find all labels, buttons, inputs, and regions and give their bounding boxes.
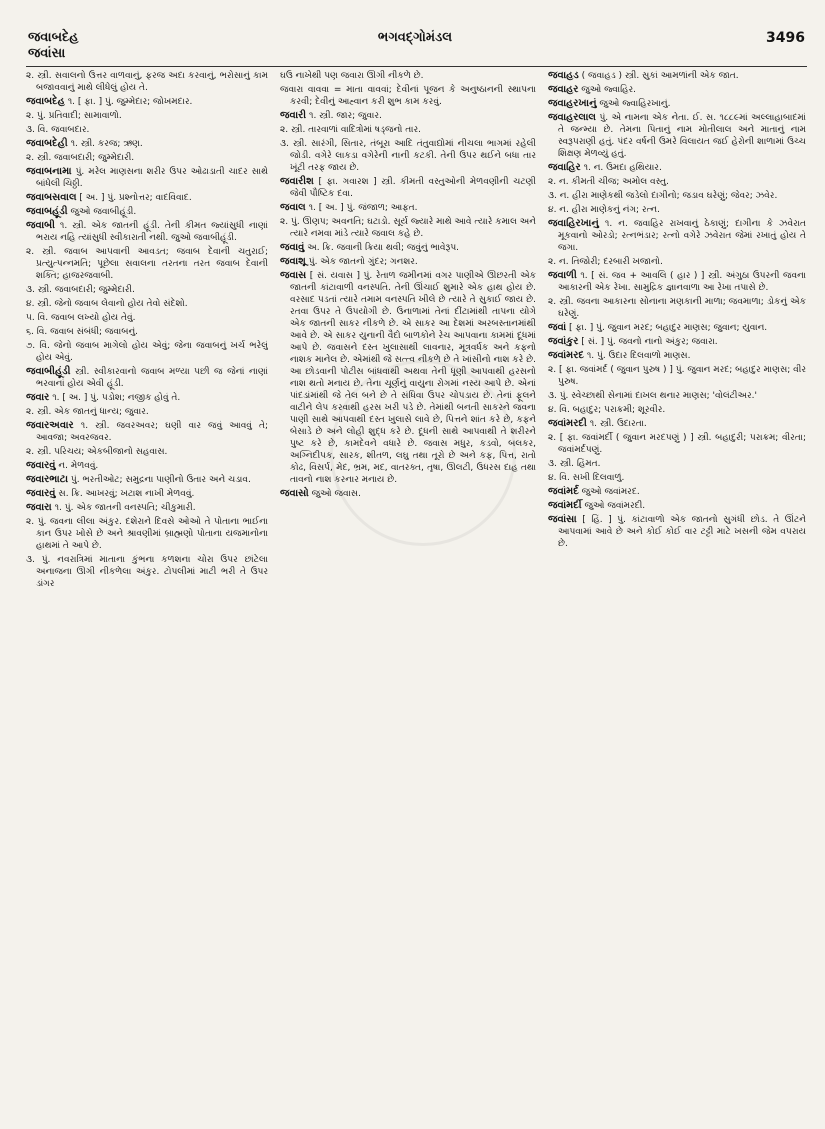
definition-text: ૩. વિ. જવાબદાર. (26, 125, 90, 135)
entry-line (26, 474, 268, 486)
dictionary-entry (548, 336, 806, 348)
definition-text: ૧. સ્ત્રી. એક જાતની હૂંડી. તેની કીમત જ્યાંસુધી નાણાં ભરાય નહિ ત્યાંસુધી સ્વીકારાતી નથી. જુઓ જવાબીહૂંડી. (36, 221, 268, 243)
definition-text: ૩. ન. હીરા માણેકથી જડેલો દાગીનો; જડાવ ઘરેણું; જેવર; ઝવેર. (548, 191, 778, 201)
definition-text: ૩. પું. સ્વેચ્છાથી સેનામાં દાખલ થનાર માણસ; 'વોલંટીઅર.' (548, 391, 757, 401)
dictionary-entry (26, 460, 268, 472)
dictionary-entry (548, 322, 806, 334)
headword: જવાંમરદી (548, 418, 587, 429)
definition-text: ૧. [ ફા. ] પું. જુમ્મેદાર; જોખમદાર. (67, 97, 193, 107)
dictionary-entry (280, 242, 536, 254)
entry-sense (26, 446, 268, 458)
dictionary-entry (280, 488, 536, 500)
entry-sense (548, 364, 806, 388)
headword: જવાલ (280, 202, 306, 213)
definition-text: પું. એ નામના એક નેતા. ઈ. સ. ૧૮૮૯માં અલ્લાહાબાદમાં તે જન્મ્યા છે. તેમના પિતાનું નામ મોતીલાલ અને માતાનું નામ સ્વરૂપરાણી હતું. પંદર વર્ષની ઉમરે વિલાયત જઈ હેરોની શાળામાં ઉચ્ચ શિક્ષણ મેળવ્યું હતું. (558, 113, 806, 159)
entry-sense (548, 190, 806, 202)
entry-line (280, 176, 536, 200)
entry-line (26, 138, 268, 150)
dictionary-entry (548, 218, 806, 268)
header-rule (26, 66, 807, 67)
entry-line (26, 192, 268, 204)
dictionary-entry (26, 138, 268, 164)
column-3 (548, 70, 806, 1120)
entry-sense (280, 124, 536, 136)
definition-text: ૨. સ્ત્રી. પરિચય; એકબીજાનો સહવાસ. (26, 447, 168, 457)
entry-sense (548, 176, 806, 188)
headword: જવાશૂ (280, 256, 306, 267)
entry-sense (26, 110, 268, 122)
definition-text: જુઓ જ્વાહિરખાનું. (599, 99, 671, 109)
entry-line (26, 460, 268, 472)
dictionary-entry (548, 514, 806, 550)
entry-sense (26, 326, 268, 338)
definition-text: જુઓ જવાસ. (311, 489, 361, 499)
definition-text: [ ફા. ] પું. જુવાન મરદ; બહાદુર માણસ; જુવાન; યુવાન. (569, 323, 768, 333)
definition-text: ઘઉં નાખેથી પણ જવારા ઊગી નીકળે છે. (280, 71, 424, 81)
definition-text: જુઓ જ્વાહિર. (581, 85, 637, 95)
column-2 (280, 70, 536, 1120)
entry-sense (26, 406, 268, 418)
page-number: 3496 (766, 30, 805, 46)
headword: જવાસ (280, 270, 307, 281)
entry-line (280, 270, 536, 486)
definition-text: ૧. ન. ઉમદા હથિયાર. (583, 163, 662, 173)
entry-line (548, 514, 806, 550)
guide-word-second: જવાંસા (28, 46, 66, 61)
headword: જવાંમરદ (548, 350, 584, 361)
definition-text: પું. એક જાતનો ગુંદર; ગનશર. (308, 257, 418, 267)
headword: જવાં (548, 322, 567, 333)
definition-text: ૨. [ ફા. જવાંમર્દી ( જુવાન મરદપણું ) ] સ્ત્રી. બહાદુરી; પરાક્રમ; વીરતા; જવાંમર્દપણું. (548, 433, 806, 455)
entry-sense (26, 298, 268, 310)
dictionary-entry (26, 502, 268, 590)
definition-text: ૨. સ્ત્રી. તારવાળાં વાદિત્રોમાં ષડ્જનો તાર. (280, 125, 421, 135)
entry-line (548, 162, 806, 174)
entry-line (26, 392, 268, 404)
page-title: ભગવદ્ગોમંડલ (377, 30, 453, 45)
headword: જવાંમર્દ (548, 486, 579, 497)
entry-line (26, 96, 268, 108)
definition-text: ૨. પું. પ્રતિવાદી; સામાવાળો. (26, 111, 122, 121)
definition-text: જુઓ જવાંમરદી. (584, 501, 646, 511)
dictionary-entry (26, 220, 268, 364)
definition-text: ૪. વિ. સખી દિલવાળું. (548, 473, 625, 483)
headword: જવાબહૂંડી (26, 206, 68, 217)
dictionary-entry (280, 70, 536, 108)
definition-text: ૨. સ્ત્રી. જવાબદારી; જુમ્મેદારી. (26, 153, 135, 163)
definition-text: અ. ક્રિ. જવાની ક્રિયા થવી; જવુંનું ભાવેરૂપ. (307, 243, 460, 253)
entry-sense (280, 84, 536, 108)
entry-sense (548, 256, 806, 268)
headword: જવારઅવાર (26, 420, 74, 431)
definition-text: [ અ. ] પું. પ્રશ્નોત્તર; વાદવિવાદ. (79, 193, 192, 203)
definition-text: [ ફા. ગવારશ ] સ્ત્રી. કીમતી વસ્તુઓની મેળવણીની ચટણી જેવી પૌષ્ટિક દવા. (290, 177, 536, 199)
entry-sense (26, 124, 268, 136)
definition-text: ૧. પું. એક જાતની વનસ્પતિ; ચીકુમારી. (54, 503, 196, 513)
entry-line (280, 202, 536, 214)
dictionary-entry (548, 350, 806, 416)
entry-line (280, 110, 536, 122)
headword: જવાહડ (548, 70, 579, 81)
definition-text: જુઓ જવાંમરદ. (581, 487, 640, 497)
entry-sense (26, 554, 268, 590)
definition-text: ન. મેળવવું. (58, 461, 99, 471)
entry-sense (26, 312, 268, 324)
dictionary-entry (548, 486, 806, 498)
definition-text: સ્ત્રી. સ્વીકારવાનો જવાબ મળ્યા પછી જ જેનાં નાણાં ભરવાનાં હોય એવી હૂંડી. (36, 367, 268, 389)
definition-text: ૧. સ્ત્રી. કરજ; ઋણ. (70, 139, 143, 149)
definition-text: ૧. [ સં. જવ + આવલિ ( હાર ) ] સ્ત્રી. અંગુઠા ઉપરની જવના આકારની એક રેખા. સામુદ્રિક જ્ઞાનવાળા આ રેખા તપાસે છે. (558, 271, 806, 293)
entry-sense (548, 458, 806, 470)
entry-sense (26, 516, 268, 552)
headword: જવારભાટા (26, 474, 69, 485)
entry-sense (280, 216, 536, 240)
entry-sense (26, 340, 268, 364)
definition-text: ૨. સ્ત્રી. જવાબ આપવાની આવડત; જવાબ દેવાની ચતુરાઈ; પ્રત્યુત્પન્નમતિ; પૂછેલા સવાલના તરતના તરત જવાબ દેવાની શક્તિ; હાજરજવાબી. (26, 247, 268, 281)
dictionary-entry (548, 418, 806, 484)
dictionary-entry (548, 270, 806, 320)
definition-text: ૨. સ્ત્રી. જવના આકારના સોનાના મણકાની માળા; જવમાળા; ડોકનું એક ઘરેણું. (548, 297, 806, 319)
definition-text: [ હિં. ] પું. કાંટાવાળો એક જાતનો સુગંધી છોડ. તે ઊંટને આપવામાં આવે છે અને કોઈ કોઈ વાર ટટ્ટી માટે ખસની જેમ વપરાય છે. (558, 515, 806, 549)
headword: જવાળી (548, 270, 577, 281)
dictionary-entry (26, 366, 268, 390)
entry-sense (26, 246, 268, 282)
headword: જવાર (26, 392, 50, 403)
definition-text: ૪. ન. હીરા માણેકનું નંગ; રત્ન. (548, 205, 660, 215)
entry-sense (280, 138, 536, 174)
definition-text: પું. મરેલ માણસના શરીર ઉપર ઓઢાડાતી ચાદર સાથે બાંધેલી ચિઠ્ઠી. (36, 167, 268, 189)
headword: જવાબદેહી (26, 138, 68, 149)
definition-text: ૬. વિ. જવાબ સંબંધી; જવાબનું. (26, 327, 139, 337)
definition-text: ૨. [ ફા. જવાંમર્દ ( જુવાન પુરુષ ) ] પું. જુવાન મરદ; બહાદુર માણસ; વીર પુરુષ. (548, 365, 806, 387)
entry-line (548, 98, 806, 110)
entry-line (548, 418, 806, 430)
dictionary-entry (548, 98, 806, 110)
definition-text: સ. ક્રિ. આખરવું; ખટાશ નાખી મેળવવું. (58, 489, 195, 499)
headword: જવાવું (280, 242, 305, 253)
dictionary-entry (280, 176, 536, 200)
headword: જવાહિરખાનું (548, 218, 599, 229)
column-1 (26, 70, 268, 1120)
dictionary-entry (26, 474, 268, 486)
entry-line (548, 336, 806, 348)
headword: જવારીશ (280, 176, 314, 187)
entry-sense (548, 204, 806, 216)
entry-sense (26, 152, 268, 164)
entry-line (26, 166, 268, 190)
dictionary-entry (548, 500, 806, 512)
headword: જવાબી (26, 220, 56, 231)
definition-text: ૧. [ અ. ] પું. પડોશ; નજીક હોવું તે. (52, 393, 181, 403)
dictionary-entry (548, 70, 806, 82)
headword: જવાહરલાલ (548, 112, 596, 123)
entry-line (26, 366, 268, 390)
definition-text: ૩. સ્ત્રી. હિંમત. (548, 459, 601, 469)
dictionary-entry (26, 488, 268, 500)
entry-sense (548, 404, 806, 416)
definition-text: ૧. [ અ. ] પું. જંજાળ; આફત. (308, 203, 418, 213)
headword: જવારી (280, 110, 307, 121)
headword: જવાસો (280, 488, 309, 499)
guide-words (28, 30, 148, 62)
definition-text: ૨. સ્ત્રી. સવાલનો ઉત્તર વાળવાનું, ફરજ અદા કરવાનું, ભરોસાનું કામ બજાવવાનું માથે લીધેલું હોય તે. (26, 71, 268, 93)
definition-text: જવારા વાવવા = માતા વાવવાં; દેવીનાં પૂજન કે અનુષ્ઠાનની સ્થાપના કરવી; દેવીનું આહ્વાન કરી શુભ કામ કરવું. (280, 85, 536, 107)
headword: જવાબસવાલ (26, 192, 77, 203)
dictionary-entry (280, 110, 536, 174)
definition-text: [ સં. ] પું. જવનો નાનો અંકુર; જવારા. (581, 337, 718, 347)
headword: જવાબદેહ (26, 96, 65, 107)
dictionary-entry (548, 162, 806, 216)
definition-text: ૩. સ્ત્રી. સારંગી, સિતાર, તંબૂરા આદિ તંતુવાદ્યોમાં નીચલા ભાગમાં રહેલી જોડી. વગેરે લાકડા વગેરેની નાની કટકી. તેની ઉપર થઈને બધા તાર ખૂંટી તરફ જાય છે. (280, 139, 536, 173)
definition-text: પું. ભરતીઓટ; સમુદ્રના પાણીનો ઉતાર અને ચડાવ. (70, 475, 251, 485)
definition-text: [ સં. યવાસ ] પું. રેતાળ જમીનમાં વગર પાણીએ ઊછરતી એક જાતની કાંટાવાળી વનસ્પતિ. તેની ઊંચાઈ શુમારે એક હાથ હોય છે. વરસાદ પડતાં ત્યારે તમામ વનસ્પતિ ખીલે છે ત્યારે તે સુકાઈ જાય છે. રતવા ઉપર તે ઉપયોગી છે. ઉનાળામાં તેનાં દીંટામાંથી તાપના યોગે એક જાતની સાકર નીકળે છે. એ સાકર આ દેશમાં અરબસ્તાનમાંથી આવે છે. એ સાકર યુનાની વૈદો બાળકોને રેચ આપવાના કામમાં દૂધમાં આપે છે. જવાસને દસ્ત ખુલાસાથી લાવનાર, મૂત્રવર્ધક અને કફનો નાશક માનેલ છે. એમાંથી જે સત્ત્વ નીકળે છે તે ખાંસીનો નાશ કરે છે. આ છોડવાની પોટીસ બાંધવાથી અથવા તેની ધૂણી આપવાથી હરસનો નાશ થતો મનાય છે. તેના ચૂર્ણનું વાયુના રોગમાં નસ્ય આપે છે. એનાં પાંદડાંમાંથી જે તેલ બને છે તે સંધિવા ઉપર ચોપડાય છે. તેનાં ફૂલને વાટીને લેપ કરવાથી હરસ ખરી પડે છે. તેમાંથી બનતી સાકરને જવના પાણી સાથે આપવાથી દસ્ત ખુલાસે લાવે છે, પિત્તને શાંત કરે છે, કફને બેસાડે છે અને લોહી શુદ્ધ કરે છે. દૂધની સાથે આપવાથી તે શરીરને પુષ્ટ કરે છે, કામદેવને વધારે છે. જવાસ મધુર, કડવો, બલકર, અગ્નિદીપક, સારક, શીતળ, લઘુ તથા તૂરો છે અને કફ, પિત્ત, રાતો કોઢ, વિસર્પ, મેદ, ભ્રમ, મદ, વાતરક્ત, તૃષા, ઊલટી, ઉધરસ દાહ તથા તાવનો નાશ કરનાર મનાય છે. (290, 271, 536, 485)
headword: જવાહર (548, 84, 579, 95)
dictionary-entry (26, 96, 268, 136)
headword: જવારવું (26, 460, 56, 471)
definition-text: ૩. સ્ત્રી. જવાબદારી; જુમ્મેદારી. (26, 285, 135, 295)
entry-sense (26, 284, 268, 296)
entry-sense (548, 296, 806, 320)
headword: જવાંકુર (548, 336, 579, 347)
definition-text: ૨. પું. ઊણપ; અવનતિ; ઘટાડો. સૂર્ય જ્યારે માથે આવે ત્યારે કમાલ અને ત્યારે નમવા માંડે ત્યારે જવાલ કહે છે. (280, 217, 536, 239)
definition-text: ૫. વિ. જવાબ લખ્યો હોય તેવું. (26, 313, 136, 323)
headword: જવારવું (26, 488, 56, 499)
dictionary-entry (26, 70, 268, 94)
entry-line (548, 218, 806, 254)
headword: જવાંસા (548, 514, 577, 525)
entry-line (280, 70, 536, 82)
dictionary-entry (26, 420, 268, 458)
dictionary-entry (280, 256, 536, 268)
entry-line (26, 220, 268, 244)
definition-text: ૨. પું. જવના લીલા અંકુર. દશેરાને દિવસે ઓઓ તે પોતાના ભાઈના કાન ઉપર ખોસે છે અને શ્રાવણીમાં બ્રાહ્મણો પોતાના યજમાનોના હાથમાં તે આપે છે. (26, 517, 268, 551)
dictionary-entry (280, 202, 536, 240)
definition-text: ૪. વિ. બહાદુર; પરાક્રમી; શૂરવીર. (548, 405, 666, 415)
entry-sense (548, 390, 806, 402)
dictionary-entry (26, 392, 268, 418)
entry-line (548, 70, 806, 82)
headword: જવાબીહૂંડી (26, 366, 71, 377)
definition-text: ૧. પું. ઉદાર દિલવાળો માણસ. (586, 351, 691, 361)
headword: જવારા (26, 502, 52, 513)
definition-text: ( જવાહડ ) સ્ત્રી. સુકાં આમળાંની એક જાત. (581, 71, 739, 81)
entry-sense (548, 472, 806, 484)
entry-line (26, 70, 268, 94)
definition-text: ૨. ન. કીમતી ચીજ; અમોલ વસ્તુ. (548, 177, 669, 187)
dictionary-entry (280, 270, 536, 486)
definition-text: ૧. ન. જવાહિર રાખવાનું ઠેકાણું; દાગીના કે ઝવેરાત મૂકવાનો ઓરડો; રત્નભંડાર; રત્નો વગેરે ઝવેરાત જેમાં રખાતું હોય તે જગા. (558, 219, 806, 253)
definition-text: જુઓ જવાબીહૂંડી. (70, 207, 137, 217)
dictionary-entry (548, 84, 806, 96)
entry-line (280, 256, 536, 268)
headword: જવાહિર (548, 162, 581, 173)
entry-line (26, 420, 268, 444)
definition-text: ૧. સ્ત્રી. ઉદારતા. (589, 419, 647, 429)
entry-line (26, 502, 268, 514)
entry-line (548, 322, 806, 334)
entry-line (548, 270, 806, 294)
entry-line (548, 112, 806, 160)
definition-text: ૨. ન. તિજોરી; દરબારી ખજાનો. (548, 257, 663, 267)
headword: જવાબનામા (26, 166, 72, 177)
headword: જવાંમર્દી (548, 500, 582, 511)
entry-line (548, 84, 806, 96)
entry-line (280, 242, 536, 254)
headword: જવાહરખાનું (548, 98, 597, 109)
entry-line (26, 206, 268, 218)
definition-text: ૪. સ્ત્રી. જેનો જવાબ લેવાનો હોય તેવો સંદેશો. (26, 299, 188, 309)
entry-line (548, 350, 806, 362)
entry-sense (548, 432, 806, 456)
entry-line (548, 486, 806, 498)
entry-line (548, 500, 806, 512)
definition-text: ૨. સ્ત્રી. એક જાતનું ધાન્ય; જુવાર. (26, 407, 149, 417)
definition-text: ૭. વિ. જેનો જવાબ માગેલો હોય એવું; જેના જવાબનું ખર્ચ ભરેલું હોય એવું. (26, 341, 268, 363)
dictionary-entry (26, 206, 268, 218)
definition-text: ૧. સ્ત્રી. જવરઅવર; ઘણી વાર જવું આવવું તે; આવજા; અવરજવર. (36, 421, 268, 443)
definition-text: ૩. પું. નવરાત્રિમાં માતાના કુંભના કળશના ચોરા ઉપર છાંટેલા અનાજના ઊગી નીકળેલા અંકુર. ટોપલીમાં માટી ભરી તે ઉપર ડાંગર (26, 555, 268, 589)
dictionary-entry (26, 166, 268, 190)
dictionary-entry (26, 192, 268, 204)
entry-line (26, 488, 268, 500)
guide-word-first: જવાબદેહ (28, 30, 79, 45)
entry-line (280, 488, 536, 500)
definition-text: ૧. સ્ત્રી. જાર; જુવાર. (309, 111, 382, 121)
dictionary-entry (548, 112, 806, 160)
